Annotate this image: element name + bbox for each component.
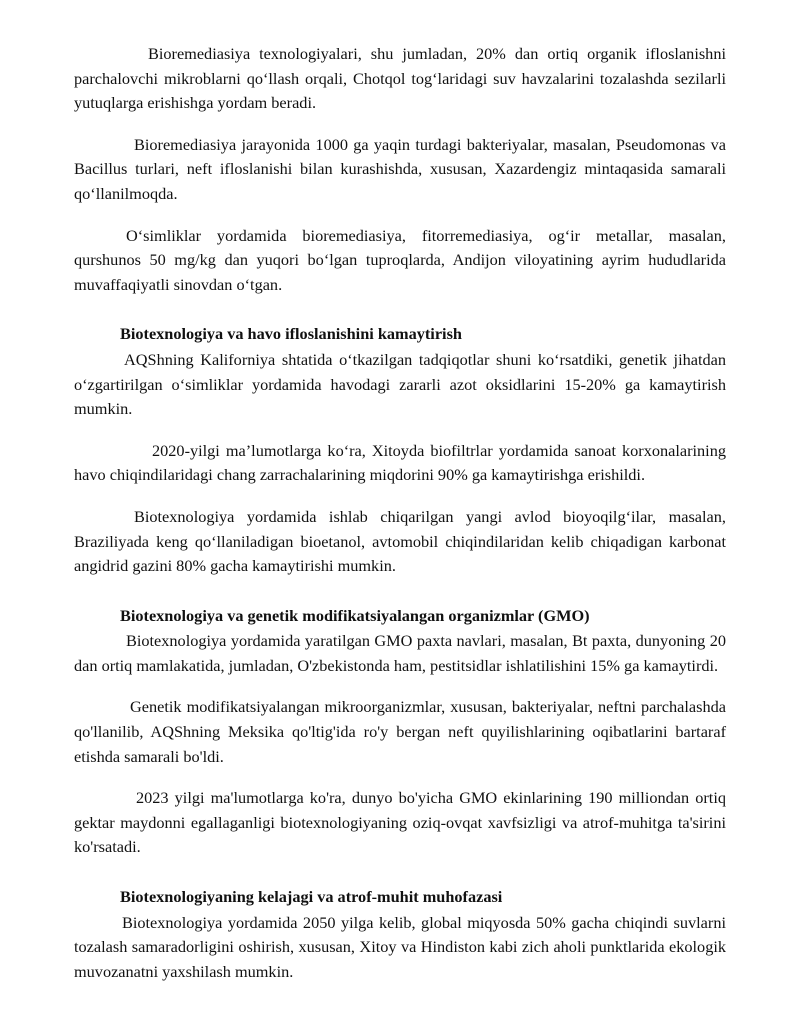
section-heading-air-pollution: Biotexnologiya va havo ifloslanishini kamaytirish [120, 324, 462, 344]
paragraph-biofuels: Biotexnologiya yordamida ishlab chiqarilgan yangi avlod bioyoqilg‘ilar, masalan, Braziliyada keng qo‘llaniladigan bioetanol, avtomobil chiqindilaridan kelib chiqadigan karbonat angidrid gazini 80% gacha kamaytirishi mumkin. [74, 506, 726, 576]
paragraph-bioremediation-tech: Bioremediasiya texnologiyalari, shu jumladan, 20% dan ortiq organik ifloslanishni parchalovchi mikroblarni qo‘llash orqali, Chotqol tog‘laridagi suv havzalarini tozalashda sezilarli yutuqlarga erishishga yordam beradi. [74, 44, 726, 113]
section-heading-future: Biotexnologiyaning kelajagi va atrof-muhit muhofazasi [120, 887, 503, 907]
paragraph-2050-outlook: Biotexnologiya yordamida 2050 yilga kelib, global miqyosda 50% gacha chiqindi suvlarni tozalash samaradorligini oshirish, xususan, Xitoy va Hindiston kabi zich aholi punktlarida ekologik muvozanatni yaxshilash mumkin. [74, 912, 726, 981]
paragraph-bioremediation-bacteria: Bioremediasiya jarayonida 1000 ga yaqin turdagi bakteriyalar, masalan, Pseudomonas va Bacillus turlari, neft ifloslanishi bilan kurashishda, xususan, Xazardengiz mintaqasida samarali qo‘llanilmoqda. [74, 134, 726, 203]
paragraph-california-study: AQShning Kaliforniya shtatida o‘tkazilgan tadqiqotlar shuni ko‘rsatdiki, genetik jihatdan o‘zgartirilgan o‘simliklar yordamida havodagi zararli azot oksidlarini 15-20% ga kamaytirish mumkin. [74, 349, 726, 419]
paragraph-china-biofilters: 2020-yilgi ma’lumotlarga ko‘ra, Xitoyda biofiltrlar yordamida sanoat korxonalarining havo chiqindilaridagi chang zarrachalarining miqdorini 90% ga kamaytirishga erishildi. [74, 440, 726, 485]
paragraph-bt-cotton: Biotexnologiya yordamida yaratilgan GMO paxta navlari, masalan, Bt paxta, dunyoning 20 dan ortiq mamlakatida, jumladan, O'zbekistonda ham, pestitsidlar ishlatilishini 15% ga kamaytirdi. [74, 631, 726, 675]
paragraph-gm-microorganisms: Genetik modifikatsiyalangan mikroorganizmlar, xususan, bakteriyalar, neftni parchalashda qo'llanilib, AQShning Meksika qo'ltig'ida ro'y bergan neft quyilishlarining oqibatlarini bartaraf etishda samarali bo'ldi. [74, 697, 726, 766]
paragraph-gmo-2023: 2023 yilgi ma'lumotlarga ko'ra, dunyo bo'yicha GMO ekinlarining 190 milliondan ortiq gektar maydonni egallaganligi biotexnologiyaning oziq-ovqat xavfsizligi va atrof-muhitga ta'sirini ko'rsatadi. [74, 788, 726, 857]
section-heading-gmo: Biotexnologiya va genetik modifikatsiyalangan organizmlar (GMO) [120, 605, 590, 625]
paragraph-phytoremediation: O‘simliklar yordamida bioremediasiya, fitorremediasiya, og‘ir metallar, masalan, qurshunos 50 mg/kg dan yuqori bo‘lgan tuproqlarda, Andijon viloyatining ayrim hududlarida muvaffaqiyatli sinovdan o‘tgan. [74, 225, 726, 294]
